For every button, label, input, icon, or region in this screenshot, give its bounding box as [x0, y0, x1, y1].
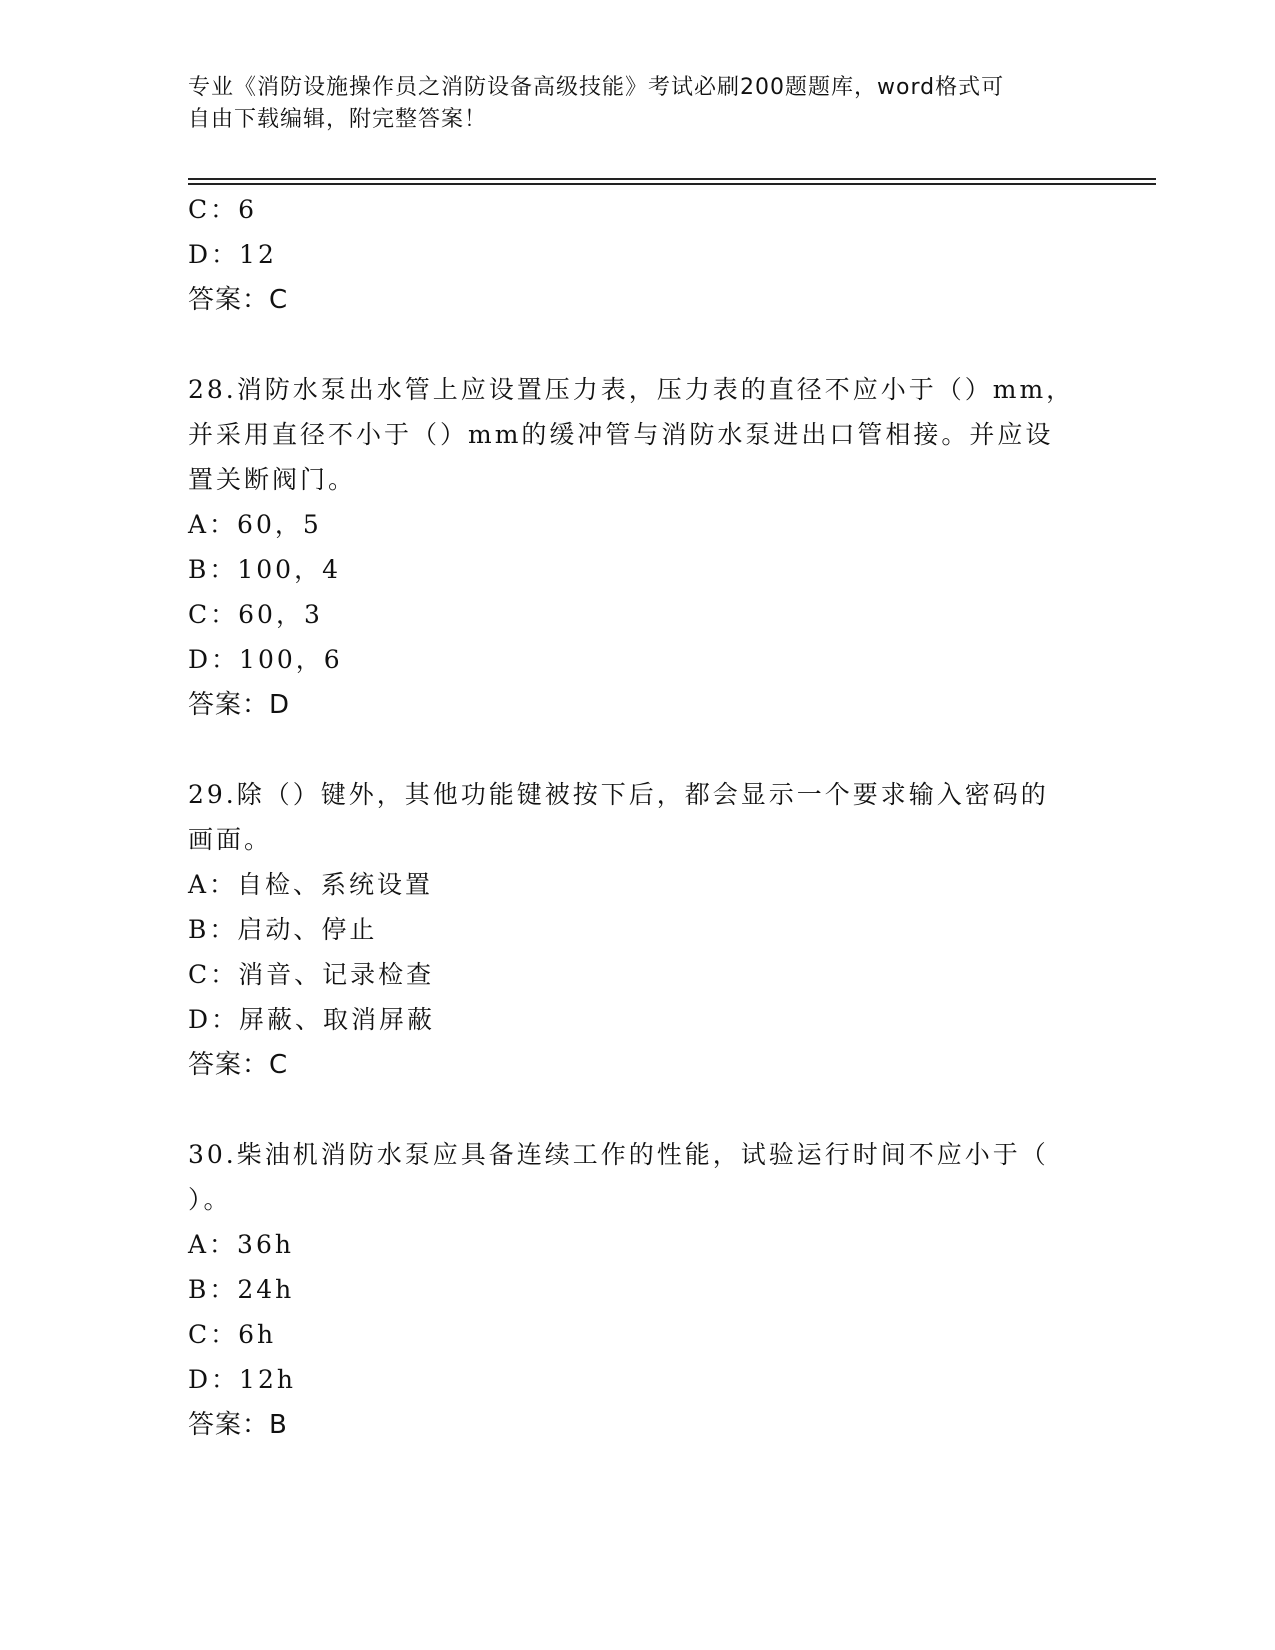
question-28-option-d: D：100，6	[188, 645, 343, 674]
question-30-option-d: D：12h	[188, 1365, 296, 1394]
document-header	[188, 72, 1068, 136]
header-title-line-2: 自由下载编辑，附完整答案！	[188, 107, 488, 132]
question-29-option-a: A：自检、系统设置	[188, 870, 434, 899]
header-divider-bottom	[188, 183, 1156, 185]
question-30-answer: 答案：B	[188, 1410, 288, 1440]
question-29-line-2: 画面。	[188, 825, 273, 854]
question-29-option-d: D：屏蔽、取消屏蔽	[188, 1005, 436, 1034]
question-29-line-1: 29.除（）键外，其他功能键被按下后，都会显示一个要求输入密码的	[188, 780, 1049, 809]
question-28-answer: 答案：D	[188, 690, 291, 720]
question-30-option-a: A：36h	[188, 1230, 294, 1259]
option-d: D：12	[188, 240, 277, 269]
question-28-line-3: 置关断阀门。	[188, 465, 357, 494]
question-30-line-1: 30.柴油机消防水泵应具备连续工作的性能，试验运行时间不应小于（	[188, 1140, 1049, 1169]
question-28-line-1: 28.消防水泵出水管上应设置压力表，压力表的直径不应小于（）mm，	[188, 375, 1075, 404]
question-30-option-c: C：6h	[188, 1320, 277, 1349]
question-29-option-c: C：消音、记录检查	[188, 960, 435, 989]
question-28-line-2: 并采用直径不小于（）mm的缓冲管与消防水泵进出口管相接。并应设	[188, 420, 1054, 449]
answer-label: 答案：C	[188, 285, 289, 315]
question-29-answer: 答案：C	[188, 1050, 289, 1080]
header-divider-top	[188, 178, 1156, 180]
question-30-line-2: ）。	[188, 1185, 232, 1214]
question-30-option-b: B：24h	[188, 1275, 295, 1304]
header-title-line-1: 专业《消防设施操作员之消防设备高级技能》考试必刷200题题库，word格式可	[188, 75, 1005, 100]
question-28-option-c: C：60，3	[188, 600, 323, 629]
option-c: C：6	[188, 195, 258, 224]
question-29-option-b: B：启动、停止	[188, 915, 378, 944]
question-28-option-a: A：60，5	[188, 510, 322, 539]
question-28-option-b: B：100，4	[188, 555, 341, 584]
